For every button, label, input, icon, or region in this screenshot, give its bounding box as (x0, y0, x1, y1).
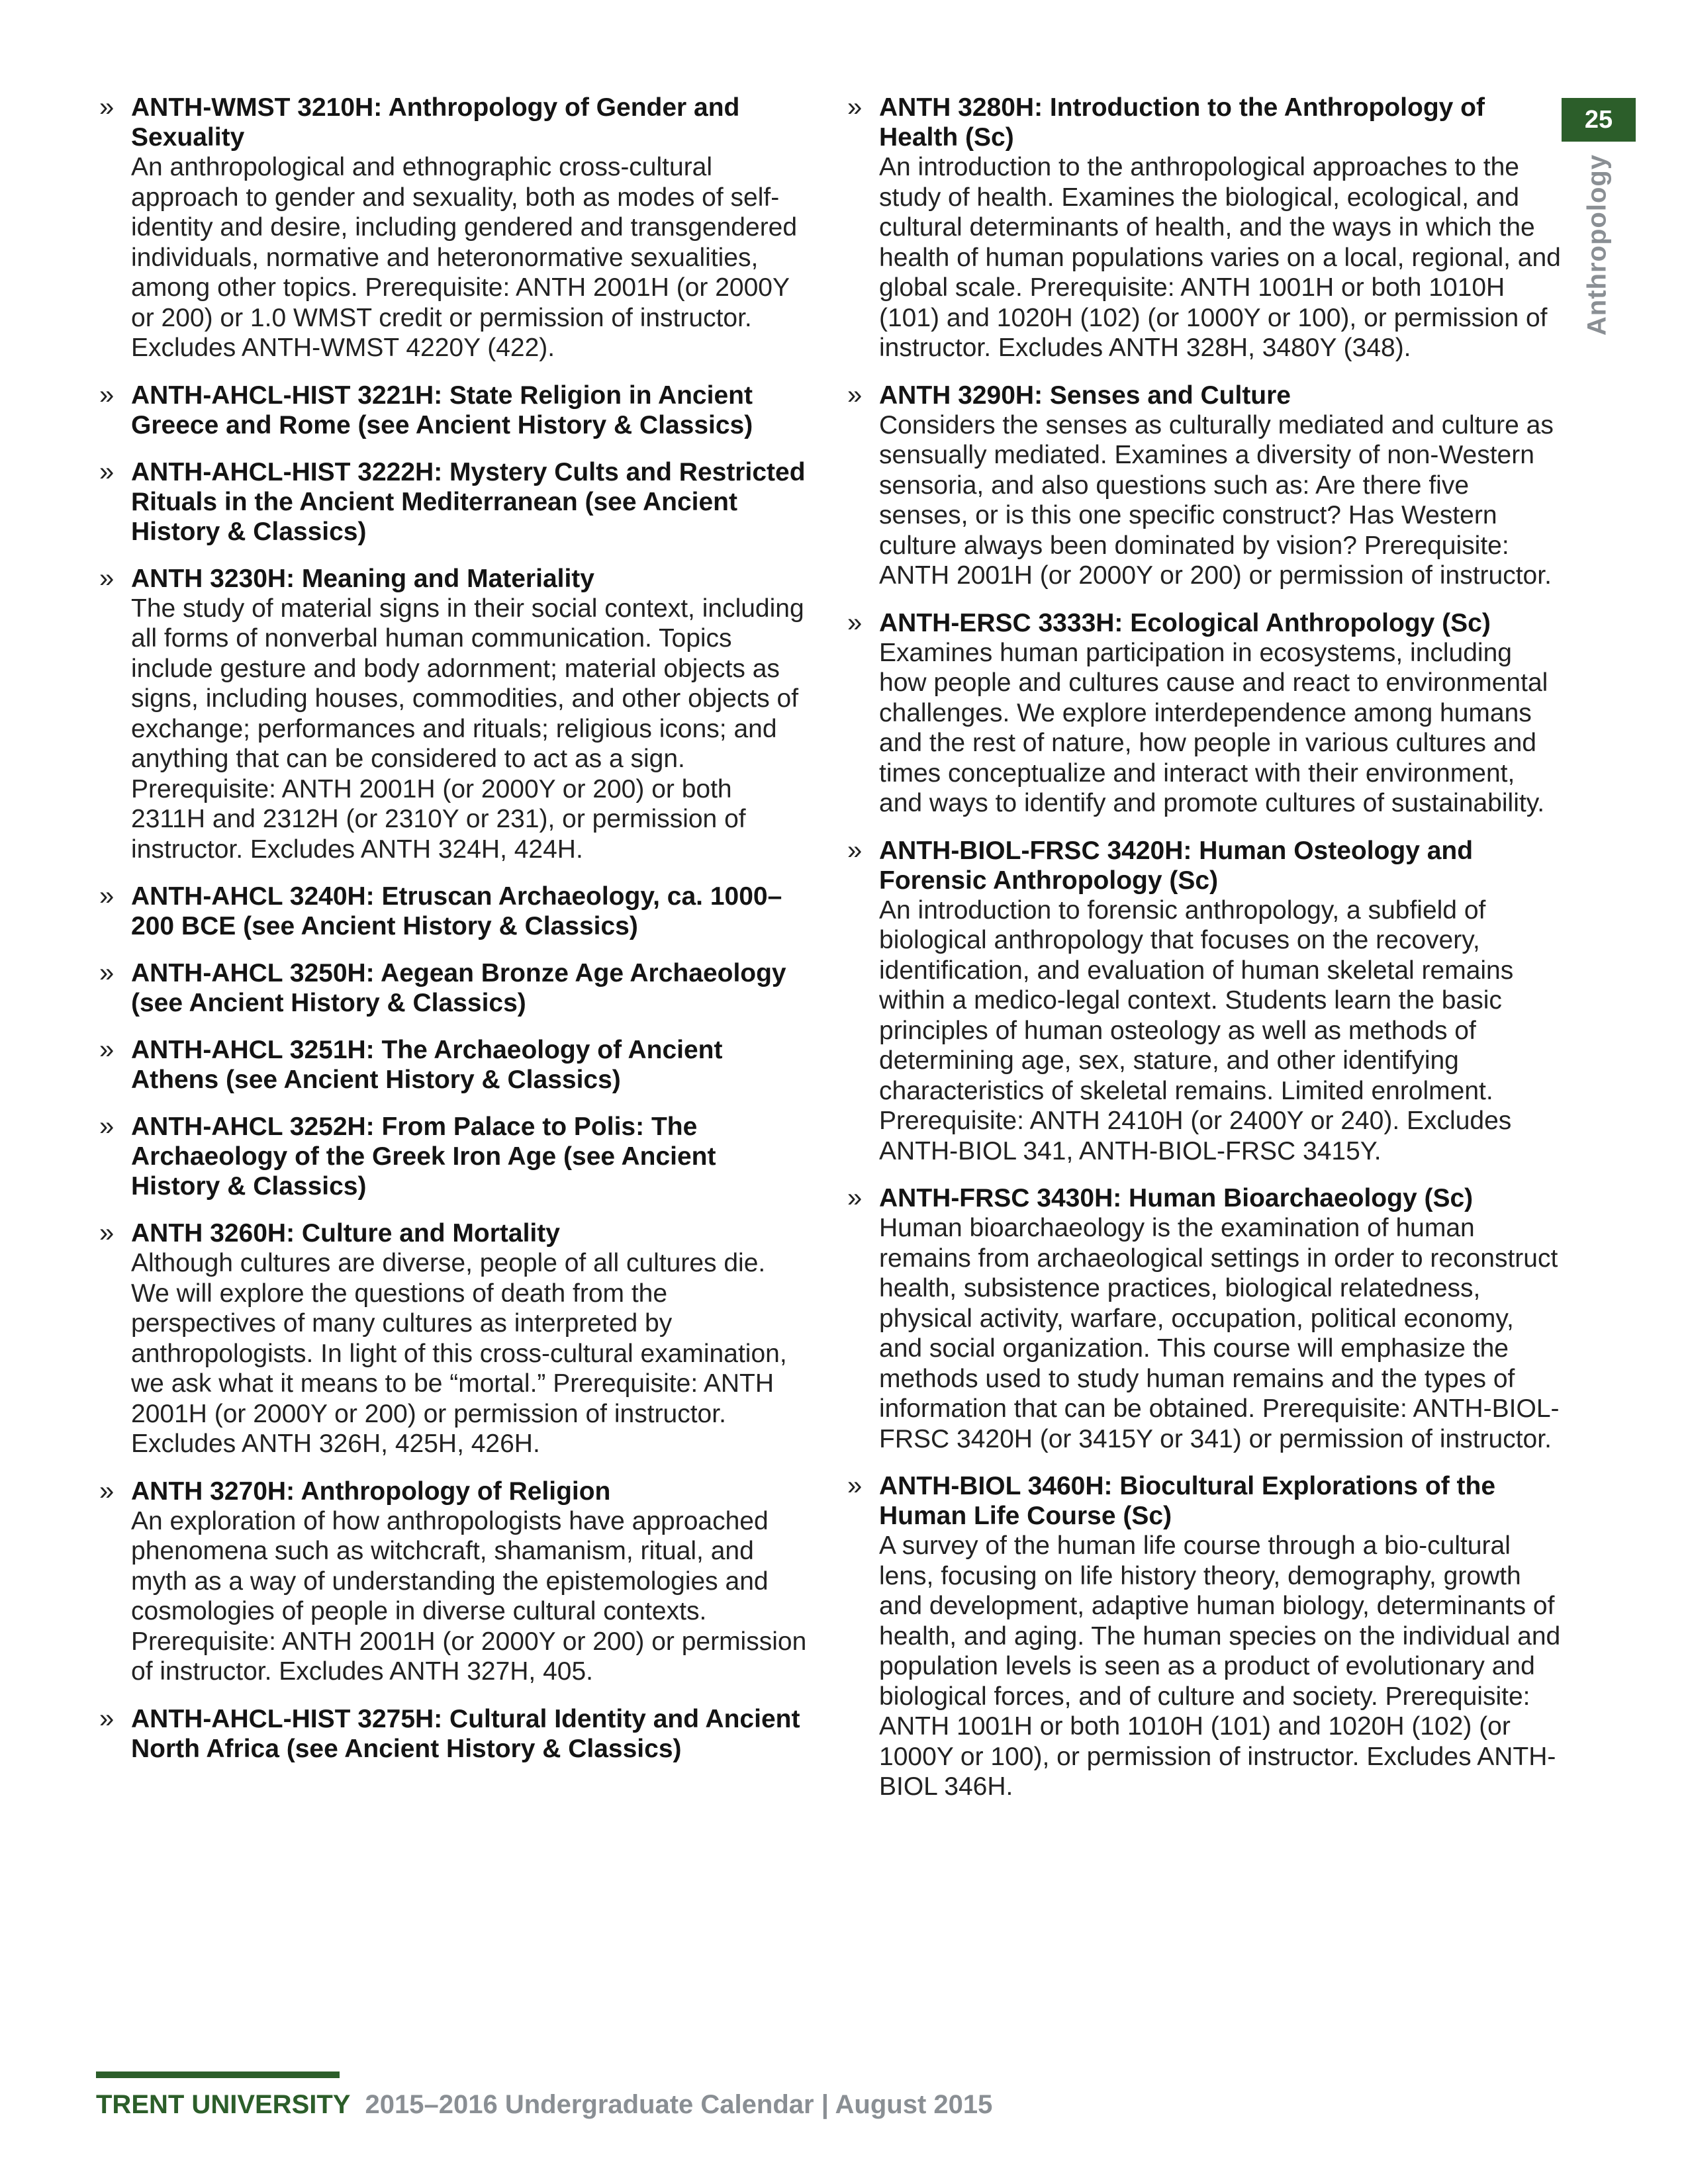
course-description: Although cultures are diverse, people of all cultures die. We will explore the questions of death from the perspectives of many cultures as interpreted by anthropologists. In light of this cross-cultural examination, we ask what it means to be “mortal.” Prerequisite: ANTH 2001H (or 2000Y or 200) or permission of instructor. Excludes ANTH 326H, 425H, 426H. (131, 1249, 787, 1458)
course-title: ANTH 3260H: Culture and Mortality (131, 1219, 560, 1248)
course-entry (93, 958, 808, 1018)
course-title: ANTH-ERSC 3333H: Ecological Anthropology (Sc) (879, 608, 1491, 637)
course-entry (841, 93, 1562, 363)
course-title: ANTH-AHCL-HIST 3221H: State Religion in Ancient Greece and Rome (see Ancient History & Classics) (131, 381, 753, 439)
course-entry (841, 381, 1562, 591)
course-title: ANTH-AHCL 3250H: Aegean Bronze Age Archaeology (see Ancient History & Classics) (131, 959, 786, 1017)
course-description: An introduction to forensic anthropology, a subfield of biological anthropology that focuses on the recovery, identification, and evaluation of human skeletal remains within a medico-legal context. Students learn the basic principles of human osteology as well as methods of determining age, sex, stature, and other identifying characteristics of skeletal remains. Limited enrolment. Prerequisite: ANTH 2410H (or 2400Y or 240). Excludes ANTH-BIOL 341, ANTH-BIOL-FRSC 3415Y. (879, 895, 1514, 1165)
bullet-marker: » (847, 1183, 863, 1212)
course-title: ANTH 3230H: Meaning and Materiality (131, 564, 594, 593)
bullet-marker: » (99, 882, 115, 911)
course-description: An introduction to the anthropological approaches to the study of health. Examines the biological, ecological, and cultural determinants of health, and the ways in which the health of human populations varies on a local, regional, and global scale. Prerequisite: ANTH 1001H or both 1010H (101) and 1020H (102) (or 1000Y or 100), or permission of instructor. Excludes ANTH 328H, 3480Y (348). (879, 153, 1561, 362)
right-column (841, 93, 1562, 1819)
course-entry (93, 381, 808, 440)
course-entry (93, 564, 808, 865)
course-entry (93, 457, 808, 547)
course-title: ANTH 3270H: Anthropology of Religion (131, 1477, 611, 1506)
course-title: ANTH-AHCL 3252H: From Palace to Polis: The Archaeology of the Greek Iron Age (see Ancient History & Classics) (131, 1113, 716, 1201)
course-entry (93, 1112, 808, 1201)
course-description: An exploration of how anthropologists have approached phenomena such as witchcraft, shamanism, ritual, and myth as a way of understanding the epistemologies and cosmologies of people in diverse cultural contexts. Prerequisite: ANTH 2001H (or 2000Y or 200) or permission of instructor. Excludes ANTH 327H, 405. (131, 1506, 807, 1686)
course-title: ANTH-WMST 3210H: Anthropology of Gender and Sexuality (131, 93, 740, 152)
course-title: ANTH-FRSC 3430H: Human Bioarchaeology (Sc) (879, 1184, 1474, 1212)
course-entry (841, 1183, 1562, 1454)
bullet-marker: » (99, 93, 115, 122)
bullet-marker: » (99, 457, 115, 486)
bullet-marker: » (99, 1218, 115, 1248)
course-title: ANTH-AHCL 3251H: The Archaeology of Ancient Athens (see Ancient History & Classics) (131, 1036, 723, 1094)
course-entry (93, 1218, 808, 1459)
bullet-marker: » (847, 380, 863, 410)
course-title: ANTH 3280H: Introduction to the Anthropology of Health (Sc) (879, 93, 1485, 152)
page-number-tab: 25 (1562, 98, 1636, 142)
left-column (93, 93, 808, 1781)
bullet-marker: » (847, 1471, 863, 1500)
bullet-marker: » (99, 1035, 115, 1064)
course-entry (841, 608, 1562, 819)
footer-rule (96, 2071, 340, 2078)
course-title: ANTH-BIOL 3460H: Biocultural Explorations of the Human Life Course (Sc) (879, 1472, 1496, 1530)
course-entry (93, 1704, 808, 1764)
footer-calendar: 2015–2016 Undergraduate Calendar | August 2015 (365, 2090, 993, 2119)
course-description: Considers the senses as culturally mediated and culture as sensually mediated. Examines a diversity of non-Western sensoria, and also questions such as: Are there five senses, or is this one specific construct? Has Western culture always been dominated by vision? Prerequisite: ANTH 2001H (or 2000Y or 200) or permission of instructor. (879, 410, 1554, 590)
section-label: Anthropology (1582, 154, 1612, 336)
footer (96, 2090, 992, 2120)
course-title: ANTH 3290H: Senses and Culture (879, 381, 1291, 410)
course-description: Human bioarchaeology is the examination of human remains from archaeological settings in order to reconstruct health, subsistence practices, biological relatedness, physical activity, warfare, occupation, political economy, and social organization. This course will emphasize the methods used to study human remains and the types of information that can be obtained. Prerequisite: ANTH-BIOL-FRSC 3420H (or 3415Y or 341) or permission of instructor. (879, 1214, 1560, 1453)
course-entry (93, 882, 808, 941)
course-description: Examines human participation in ecosystems, including how people and cultures cause and react to environmental challenges. We explore interdependence among humans and the rest of nature, how people in various cultures and times conceptualize and interact with their environment, and ways to identify and promote cultures of sustainability. (879, 638, 1548, 817)
course-description: The study of material signs in their social context, including all forms of nonverbal human communication. Topics include gesture and body adornment; material objects as signs, including houses, commodities, and other objects of exchange; performances and rituals; religious icons; and anything that can be considered to act as a sign. Prerequisite: ANTH 2001H (or 2000Y or 200) or both 2311H and 2312H (or 2310Y or 231), or permission of instructor. Excludes ANTH 324H, 424H. (131, 594, 804, 864)
bullet-marker: » (847, 835, 863, 865)
bullet-marker: » (99, 563, 115, 593)
course-title: ANTH-BIOL-FRSC 3420H: Human Osteology and Forensic Anthropology (Sc) (879, 836, 1474, 895)
bullet-marker: » (847, 608, 863, 637)
course-title: ANTH-AHCL-HIST 3222H: Mystery Cults and Restricted Rituals in the Ancient Mediterranean (see Ancient History & Classics) (131, 457, 806, 546)
course-entry (93, 1035, 808, 1095)
bullet-marker: » (99, 1704, 115, 1733)
bullet-marker: » (99, 958, 115, 987)
course-description: A survey of the human life course through a bio-cultural lens, focusing on life history theory, demography, growth and development, adaptive human biology, determinants of health, and aging. The human species on the individual and population levels is seen as a product of evolutionary and biological forces, and of culture and society. Prerequisite: ANTH 1001H or both 1010H (101) and 1020H (102) (or 1000Y or 100), or permission of instructor. Excludes ANTH-BIOL 346H. (879, 1531, 1561, 1801)
course-description: An anthropological and ethnographic cross-cultural approach to gender and sexuality, both as modes of self-identity and desire, including gendered and transgendered individuals, normative and heteronormative sexualities, among other topics. Prerequisite: ANTH 2001H (or 2000Y or 200) or 1.0 WMST credit or permission of instructor. Excludes ANTH-WMST 4220Y (422). (131, 153, 798, 362)
course-title: ANTH-AHCL-HIST 3275H: Cultural Identity and Ancient North Africa (see Ancient History & Classics) (131, 1704, 800, 1763)
course-entry (93, 1477, 808, 1687)
course-entry (841, 1471, 1562, 1802)
course-entry (93, 93, 808, 363)
bullet-marker: » (99, 380, 115, 410)
course-title: ANTH-AHCL 3240H: Etruscan Archaeology, ca. 1000–200 BCE (see Ancient History & Classics) (131, 882, 782, 940)
course-entry (841, 836, 1562, 1167)
bullet-marker: » (847, 93, 863, 122)
footer-university: TRENT UNIVERSITY (96, 2090, 351, 2119)
bullet-marker: » (99, 1112, 115, 1141)
bullet-marker: » (99, 1476, 115, 1506)
